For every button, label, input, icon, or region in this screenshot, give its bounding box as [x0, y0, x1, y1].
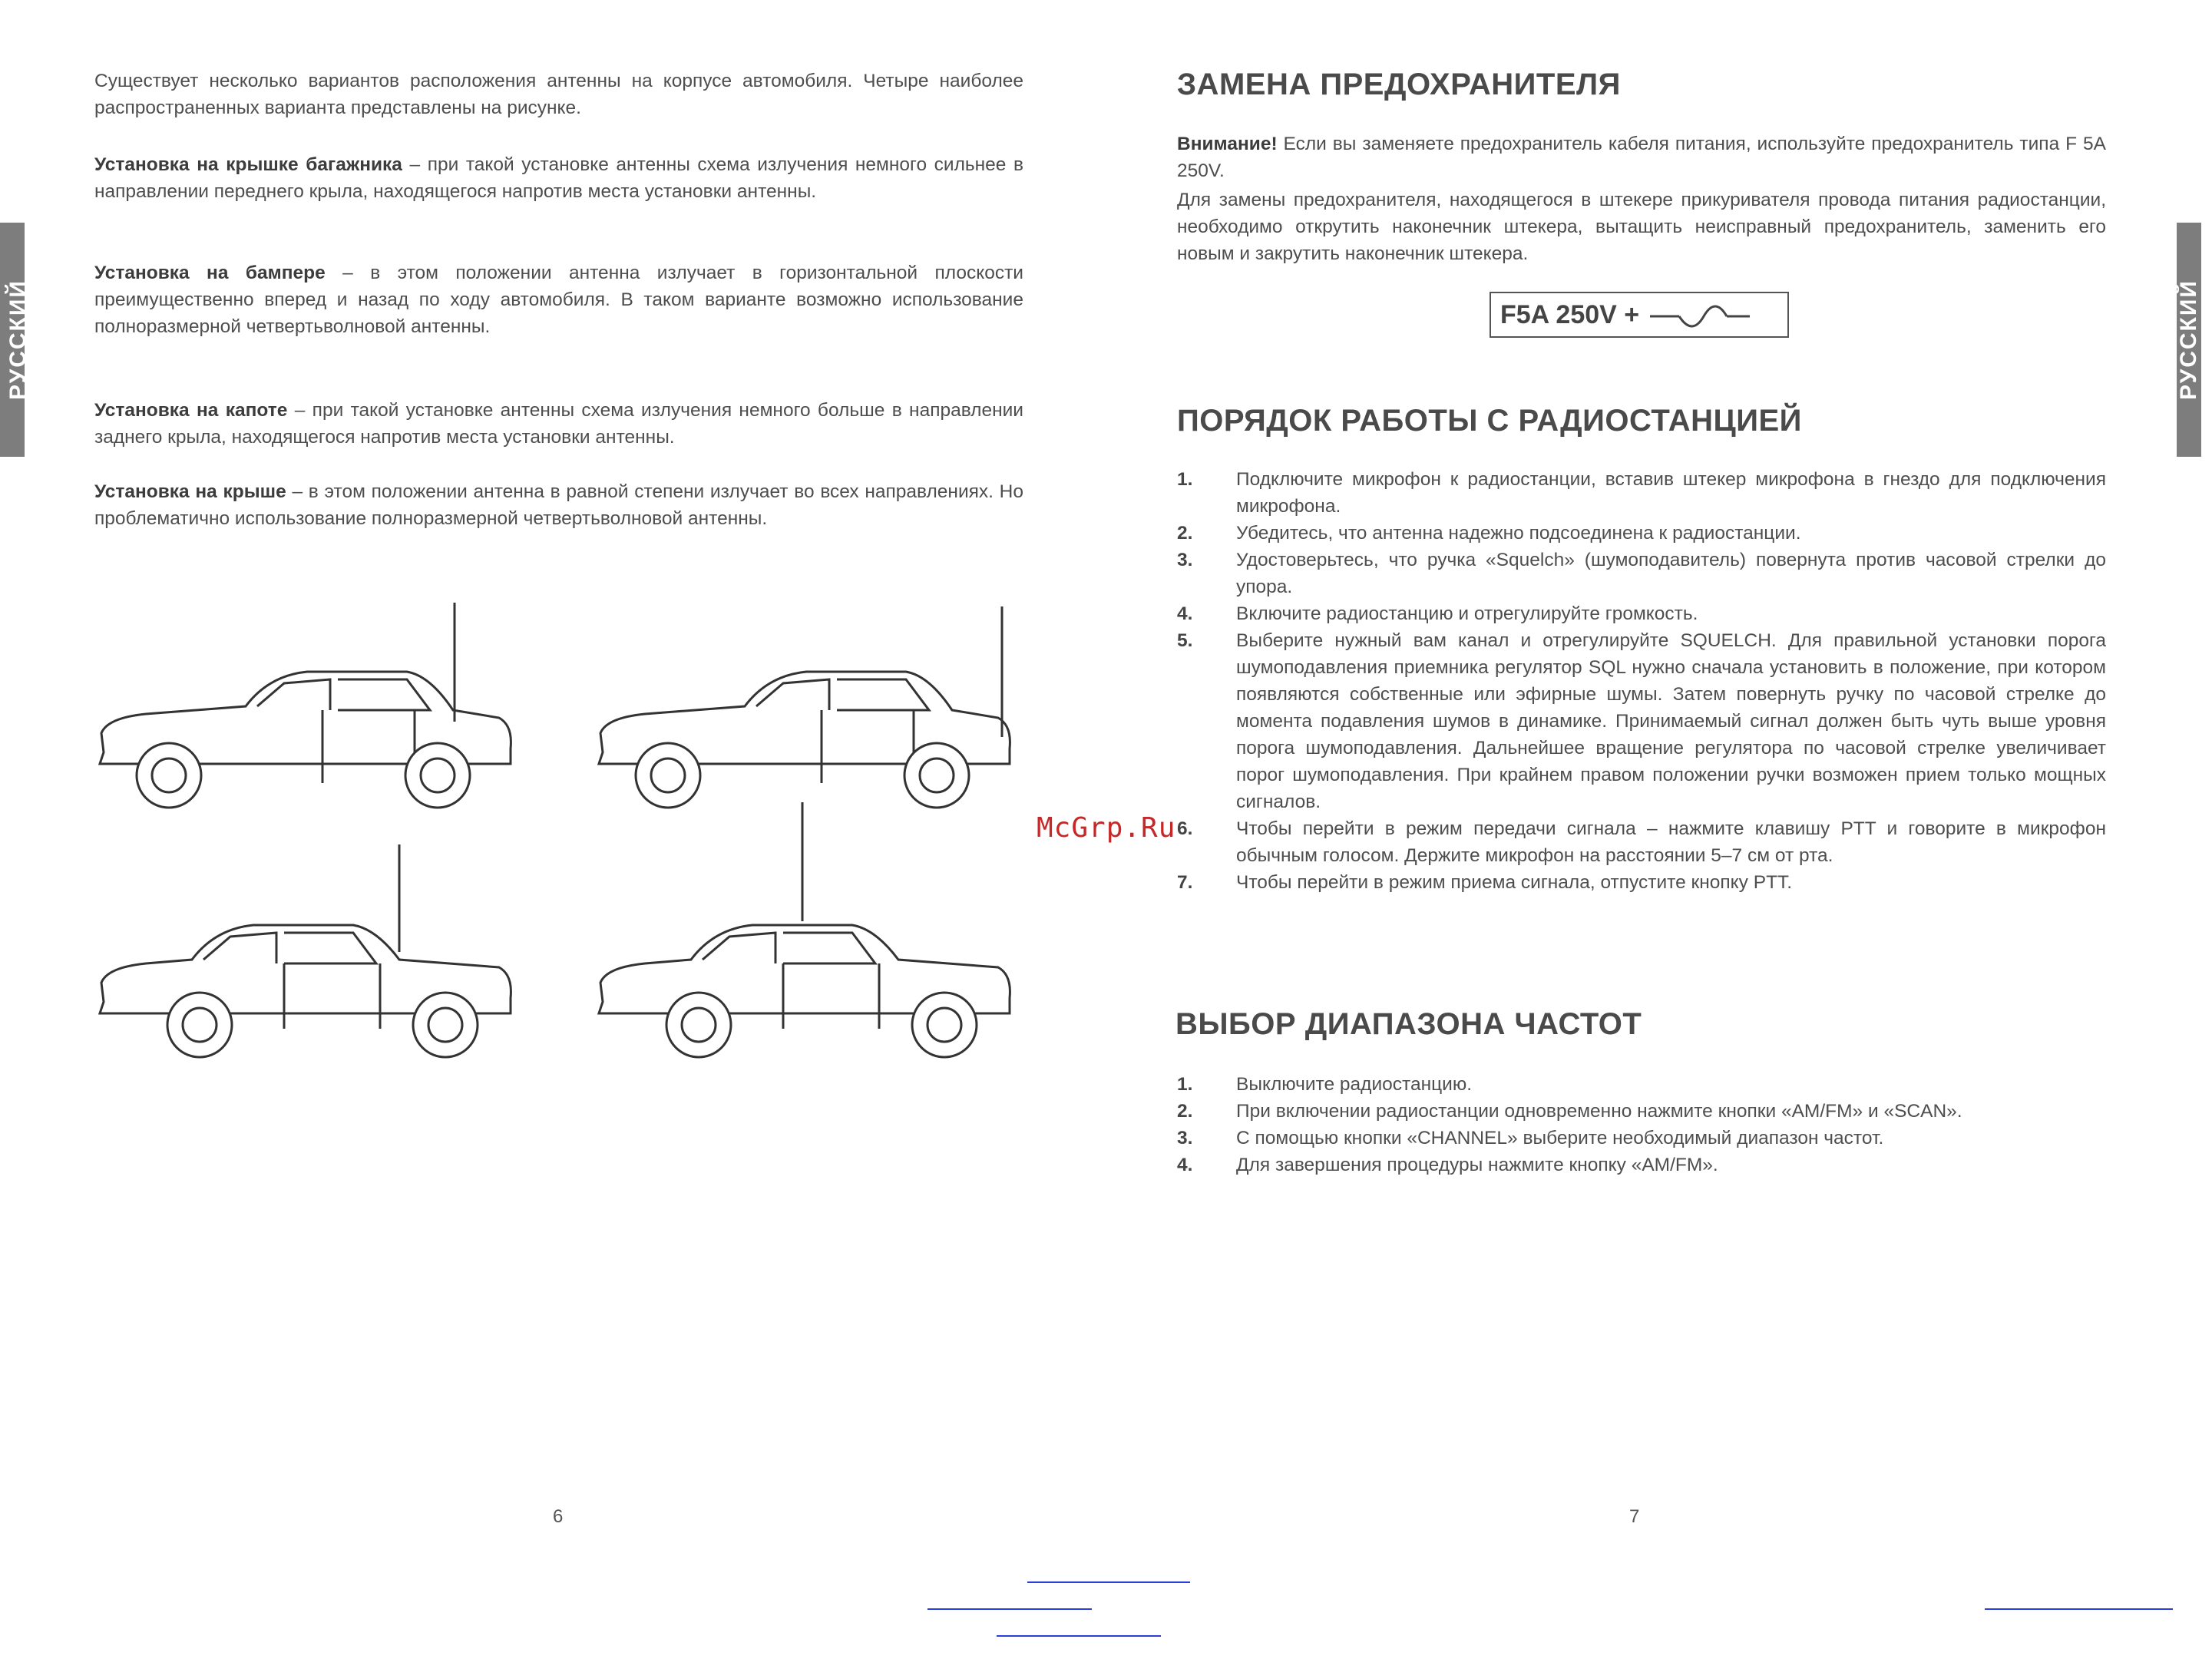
trunk-title: Установка на крышке багажника	[94, 154, 402, 175]
page-number-right: 7	[1629, 1506, 1640, 1527]
band-heading: ВЫБОР ДИАПАЗОНА ЧАСТОТ	[1175, 1007, 1642, 1041]
link-underline	[997, 1635, 1161, 1637]
fuse-symbol-box	[1490, 292, 1789, 338]
trunk-paragraph	[94, 151, 1023, 205]
language-tab-label: РУССКИЙ	[5, 279, 31, 401]
link-underline	[927, 1608, 1092, 1610]
list-item: 3. С помощью кнопки «CHANNEL» выберите необходимый диапазон частот.	[1177, 1128, 1884, 1148]
fuse-heading: ЗАМЕНА ПРЕДОХРАНИТЕЛЯ	[1177, 68, 1621, 101]
bumper-paragraph	[94, 259, 1023, 340]
bumper-title: Установка на бампере	[94, 263, 326, 283]
roof-paragraph	[94, 478, 1023, 532]
operation-steps-list	[1177, 466, 2106, 896]
language-tab-left	[0, 223, 31, 457]
intro-paragraph: Существует несколько вариантов расположения антенны на корпусе автомобиля. Четыре наиболее распространенных варианта представлены на рисунке.	[94, 71, 1023, 118]
roof-title: Установка на крыше	[94, 481, 286, 502]
page-number-left: 6	[553, 1506, 564, 1527]
list-item: 1. Выключите радиостанцию.	[1177, 1074, 1473, 1095]
trunk-text: – при такой установке антенны схема излучения немного сильнее в направлении переднего крыла, находящегося напротив места установки антенны.	[94, 154, 1024, 202]
list-item: 5. Выберите нужный вам канал и отрегулируйте SQUELCH. Для правильной установки порога шумоподавления приемника регулятор SQL нужно сначала установить в положение, при котором появляются собственные или эфирные шумы. Затем повернуть ручку по часовой стрелке до момента подавления шумов в динамике. Принимаемый сигнал должен быть чуть выше уровня порога шумоподавления. Дальнейшее вращение регулятора по часовой стрелке увеличивает порог шумоподавления. При крайнем правом положении ручки возможен прием только мощных сигналов.	[1177, 630, 2106, 812]
roof-text: – в этом положении антенна в равной степени излучает во всех направлениях. Но проблематично использование полноразмерной четвертьволновой антенны.	[94, 481, 1023, 529]
car-antenna-roof-illustration	[591, 798, 1021, 1067]
fuse-instructions: Для замены предохранителя, находящегося в штекере прикуривателя провода питания радиостанции, необходимо открутить наконечник штекера, вытащить неисправный предохранитель, заменить его новым и закрутить наконечник штекера.	[1177, 190, 2106, 264]
language-tab-label-right: РУССКИЙ	[2176, 279, 2201, 401]
list-item: 3. Удостоверьтесь, что ручка «Squelch» (шумоподавитель) повернута против часовой стрелки до упора.	[1177, 550, 2106, 597]
list-item: 4. Для завершения процедуры нажмите кнопку «AM/FM».	[1177, 1155, 1718, 1175]
list-item: 2. Убедитесь, что антенна надежно подсоединена к радиостанции.	[1177, 523, 1801, 544]
watermark-text: McGrp.Ru	[1037, 812, 1176, 844]
hood-text: – при такой установке антенны схема излучения немного больше в направлении заднего крыла, находящегося напротив места установки антенны.	[94, 400, 1023, 448]
bumper-text: – в этом положении антенна излучает в горизонтальной плоскости преимущественно вперед и назад по ходу автомобиля. В таком варианте возможно использование полноразмерной четвертьволновой антенны.	[94, 263, 1023, 337]
language-tab-right	[2177, 223, 2201, 457]
list-item: 4. Включите радиостанцию и отрегулируйте громкость.	[1177, 603, 1698, 624]
link-underline	[1027, 1581, 1190, 1583]
list-item: 6. Чтобы перейти в режим передачи сигнала – нажмите клавишу PTT и говорите в микрофон обычным голосом. Держите микрофон на расстоянии 5–7 см от рта.	[1177, 818, 2106, 866]
list-item: 2. При включении радиостанции одновременно нажмите кнопки «AM/FM» и «SCAN».	[1177, 1101, 1962, 1122]
fuse-symbol-icon	[1650, 299, 1750, 330]
car-antenna-bumper-illustration	[591, 599, 1021, 829]
operation-heading: ПОРЯДОК РАБОТЫ С РАДИОСТАНЦИЕЙ	[1177, 404, 1802, 438]
list-item: 1. Подключите микрофон к радиостанции, вставив штекер микрофона в гнездо для подключения микрофона.	[1177, 469, 2106, 517]
list-item: 7. Чтобы перейти в режим приема сигнала, отпустите кнопку PTT.	[1177, 872, 1793, 893]
link-underline	[1985, 1608, 2173, 1610]
fuse-warning-label: Внимание!	[1177, 134, 1278, 154]
band-steps-list	[1177, 1071, 2106, 1178]
car-antenna-hood-illustration	[92, 837, 522, 1067]
fuse-warning-text: Если вы заменяете предохранитель кабеля питания, используйте предохранитель типа F 5A 250V.	[1177, 134, 2106, 181]
hood-paragraph	[94, 397, 1023, 451]
car-antenna-trunk-illustration	[92, 599, 522, 829]
hood-title: Установка на капоте	[94, 400, 288, 421]
fuse-symbol-label: F5A 250V +	[1500, 299, 1640, 329]
fuse-warning	[1177, 131, 2106, 184]
